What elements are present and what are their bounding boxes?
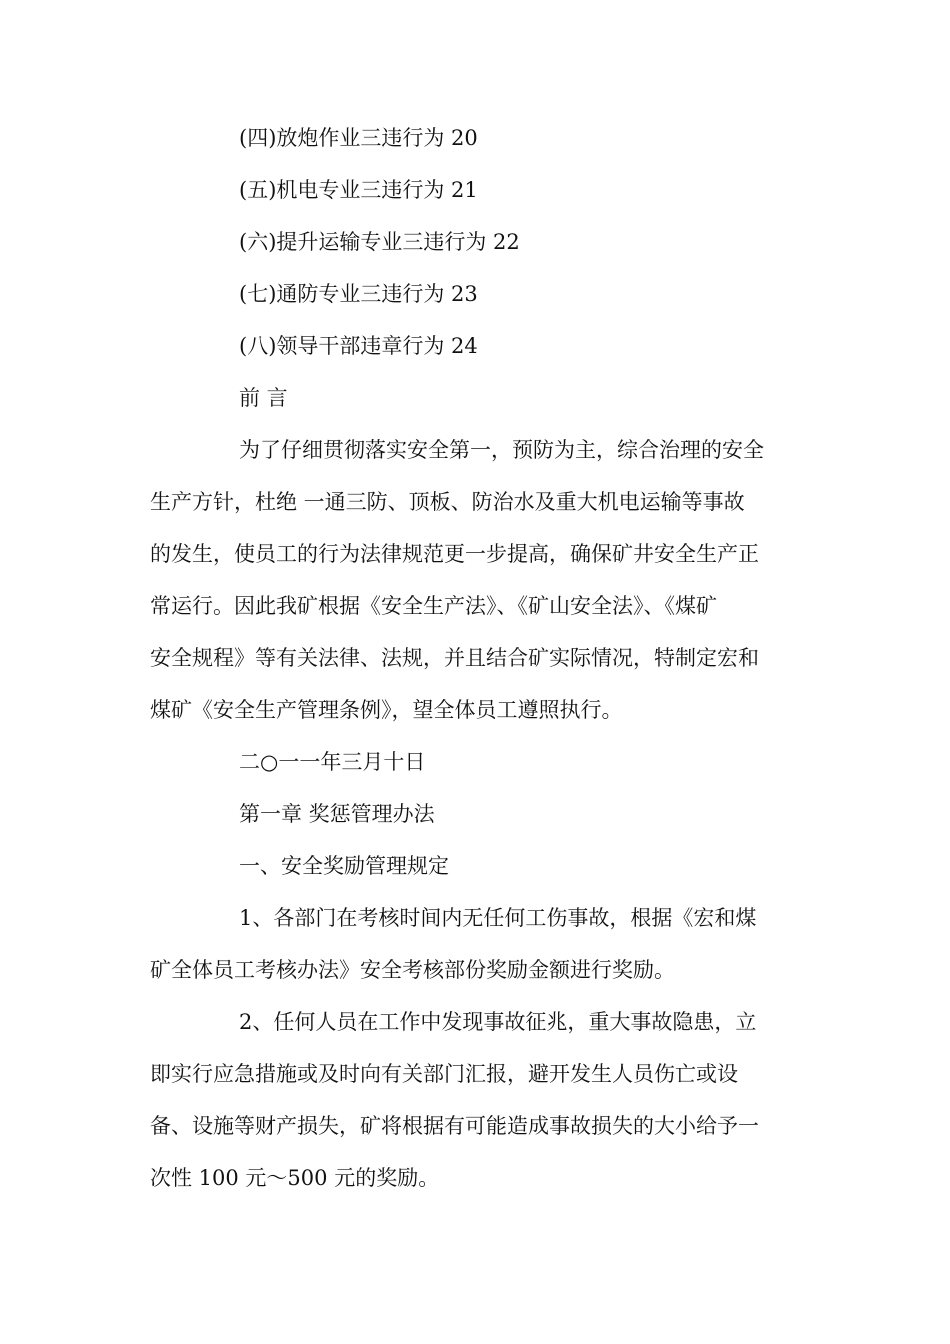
- toc-list: [150, 112, 802, 372]
- preface-line: 煤矿《安全生产管理条例》，望全体员工遵照执行。: [150, 698, 623, 722]
- rule-item-1: [150, 892, 802, 996]
- toc-item: (八)领导干部违章行为 24: [239, 334, 478, 358]
- toc-item: (七)通防专业三违行为 23: [239, 282, 478, 306]
- chapter-title: 第一章 奖惩管理办法: [239, 802, 435, 826]
- toc-item: (五)机电专业三违行为 21: [239, 178, 478, 202]
- rule-line: 1、各部门在考核时间内无任何工伤事故，根据《宏和煤: [239, 906, 757, 930]
- section-title: 一、安全奖励管理规定: [239, 854, 449, 878]
- preface-date: 二○一一年三月十日: [239, 750, 426, 774]
- toc-item: (六)提升运输专业三违行为 22: [239, 230, 520, 254]
- preface-line: 的发生，使员工的行为法律规范更一步提高，确保矿井安全生产正: [150, 542, 759, 566]
- rule-line: 次性 100 元～500 元的奖励。: [150, 1166, 440, 1190]
- rule-line: 即实行应急措施或及时向有关部门汇报，避开发生人员伤亡或设: [150, 1062, 738, 1086]
- rule-item-2: [150, 996, 802, 1204]
- document-page: [150, 112, 802, 1204]
- preface-line: 为了仔细贯彻落实安全第一，预防为主，综合治理的安全: [239, 438, 764, 462]
- preface-body: [150, 424, 802, 736]
- preface-line: 常运行。因此我矿根据《安全生产法》、《矿山安全法》、《煤矿: [150, 594, 717, 618]
- rule-line: 矿全体员工考核办法》安全考核部份奖励金额进行奖励。: [150, 958, 675, 982]
- rule-line: 2、任何人员在工作中发现事故征兆，重大事故隐患，立: [239, 1010, 757, 1034]
- toc-item: (四)放炮作业三违行为 20: [239, 126, 478, 150]
- preface-line: 安全规程》等有关法律、法规，并且结合矿实际情况，特制定宏和: [150, 646, 759, 670]
- preface-heading: 前 言: [239, 386, 288, 410]
- preface-line: 生产方针，杜绝 一通三防、顶板、防治水及重大机电运输等事故: [150, 490, 745, 514]
- rule-line: 备、设施等财产损失，矿将根据有可能造成事故损失的大小给予一: [150, 1114, 759, 1138]
